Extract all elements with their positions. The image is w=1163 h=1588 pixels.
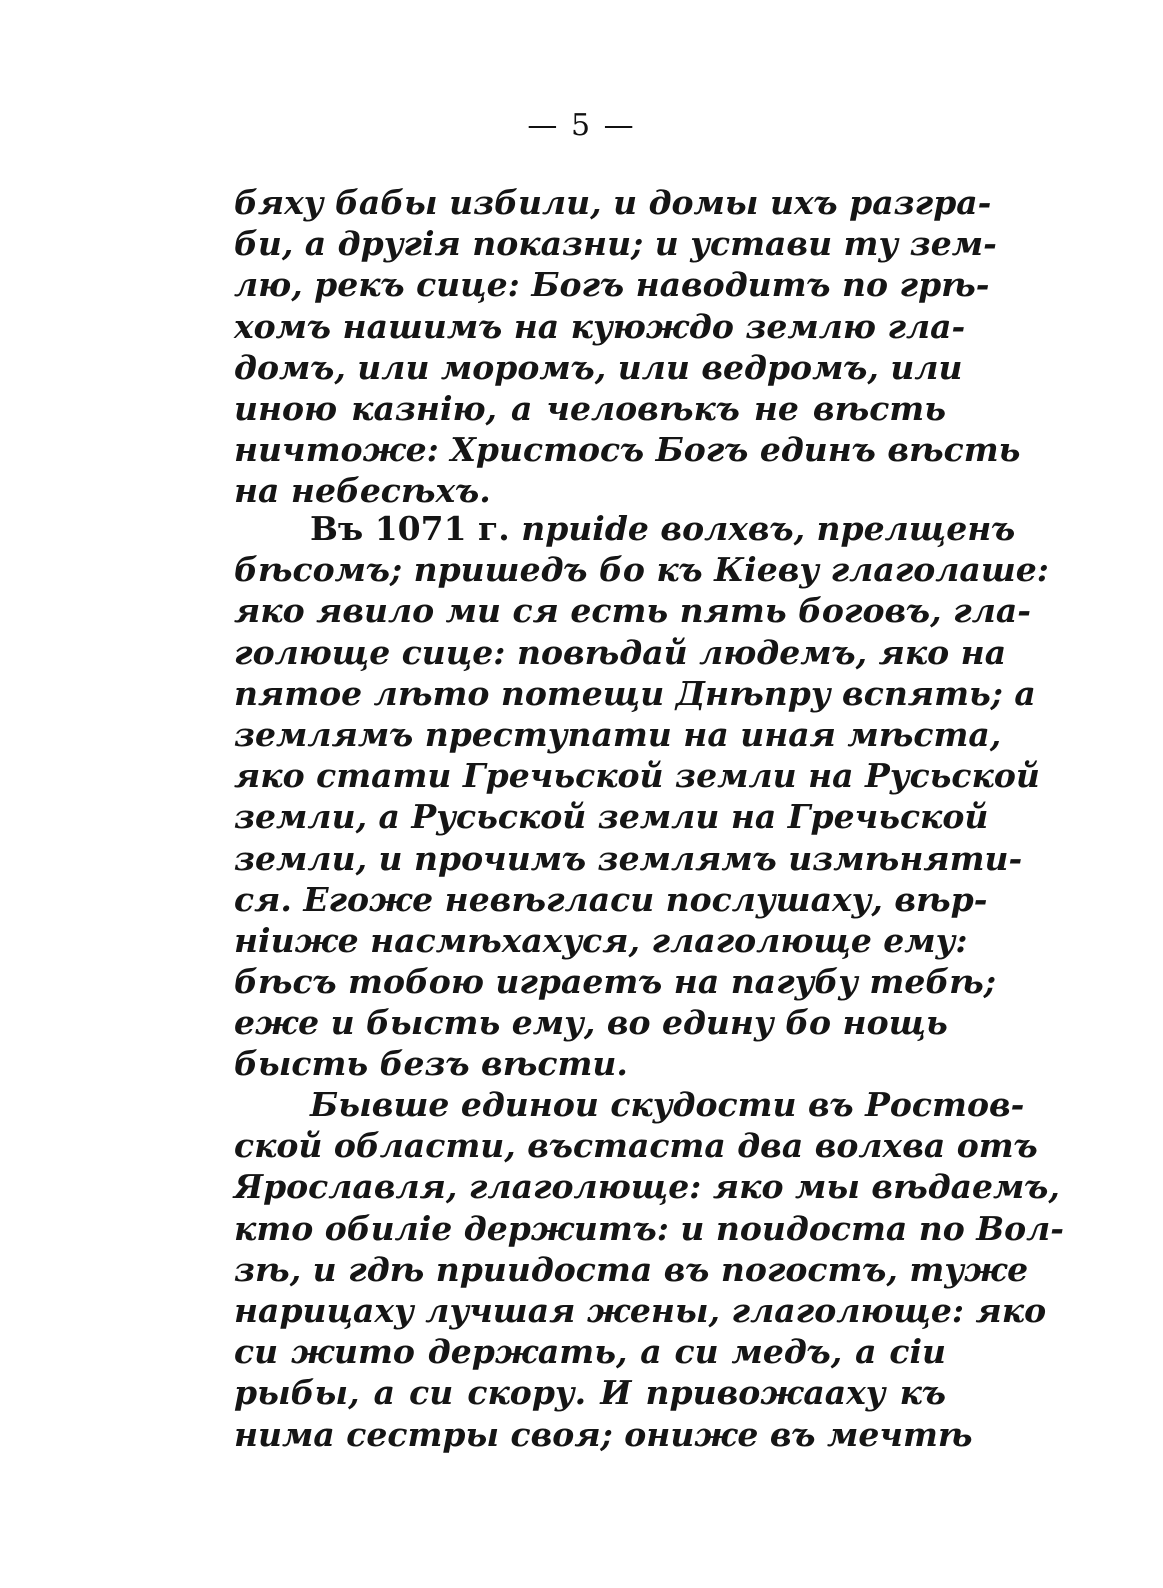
text-line: зѣ, и гдѣ приидоста въ погостъ, туже	[234, 1249, 1029, 1289]
text-line: еже и бысть ему, во едину бо нощь	[234, 1003, 948, 1043]
text-line: пятое лѣто потещи Днѣпру вспять; а	[234, 673, 1036, 713]
text-line: ся. Егоже невѣгласи послушаху, вѣр-	[234, 879, 988, 919]
text-line: земли, и прочимъ землямъ измѣняти-	[234, 838, 1023, 878]
text-line: на небесѣхъ.	[234, 471, 491, 511]
text-line: иною казнію, а человѣкъ не вѣсть	[234, 388, 946, 428]
text-line: нарицаху лучшая жены, глаголюще: яко	[234, 1290, 1047, 1330]
text-line: ніиже насмѣхахуся, глаголюще ему:	[234, 920, 968, 960]
text-line: яко стати Гречьской земли на Русьской	[234, 756, 1040, 796]
paragraph-3	[234, 1084, 1064, 1455]
paragraph-1	[234, 182, 1021, 512]
text-line: бѣсомъ; пришедъ бо къ Кіеву глаголаше:	[234, 550, 1049, 590]
text-line: ничтоже: Христосъ Богъ единъ вѣсть	[234, 430, 1021, 470]
text-line: домъ, или моромъ, или ведромъ, или	[234, 347, 963, 387]
paragraph-2	[234, 508, 1049, 1085]
text-line-first	[234, 508, 1016, 549]
text-line: ской области, въстаста два волхва отъ	[234, 1126, 1038, 1166]
text-line: рыбы, а си скору. И привожааху къ	[234, 1373, 946, 1413]
text-line: бысть безъ вѣсти.	[234, 1044, 628, 1084]
text-line: яко явило ми ся есть пять боговъ, гла-	[234, 591, 1031, 631]
page-number: — 5 —	[527, 108, 636, 143]
text-line: хомъ нашимъ на куюждо землю гла-	[234, 306, 966, 346]
text-line-first: Бывше единои скудости въ Ростов-	[310, 1085, 1025, 1124]
text-line: землямъ преступати на иная мѣста,	[234, 714, 1002, 754]
text-line: лю, рекъ сице: Богъ наводитъ по грѣ-	[234, 265, 990, 305]
text-line: голюще сице: повѣдай людемъ, яко на	[234, 632, 1007, 672]
text-line: бяху бабы избили, и домы ихъ разгра-	[234, 183, 992, 222]
text-line: си жито держать, а си медъ, а сіи	[234, 1332, 946, 1372]
text-line: кто обиліе держитъ: и поидоста по Вол-	[234, 1208, 1064, 1248]
year-prefix: Въ 1071 г.	[310, 509, 510, 548]
text-line: Ярославля, глаголюще: яко мы вѣдаемъ,	[234, 1167, 1060, 1207]
text-line: нима сестры своя; ониже въ мечтѣ	[234, 1414, 973, 1454]
text-line-rest: приide волхвъ, прелщенъ	[509, 509, 1016, 548]
text-line: земли, а Русьской земли на Гречьской	[234, 797, 989, 837]
text-line: бѣсъ тобою играетъ на пагубу тебѣ;	[234, 962, 996, 1002]
text-line: би, а другія показни; и устави ту зем-	[234, 224, 997, 264]
